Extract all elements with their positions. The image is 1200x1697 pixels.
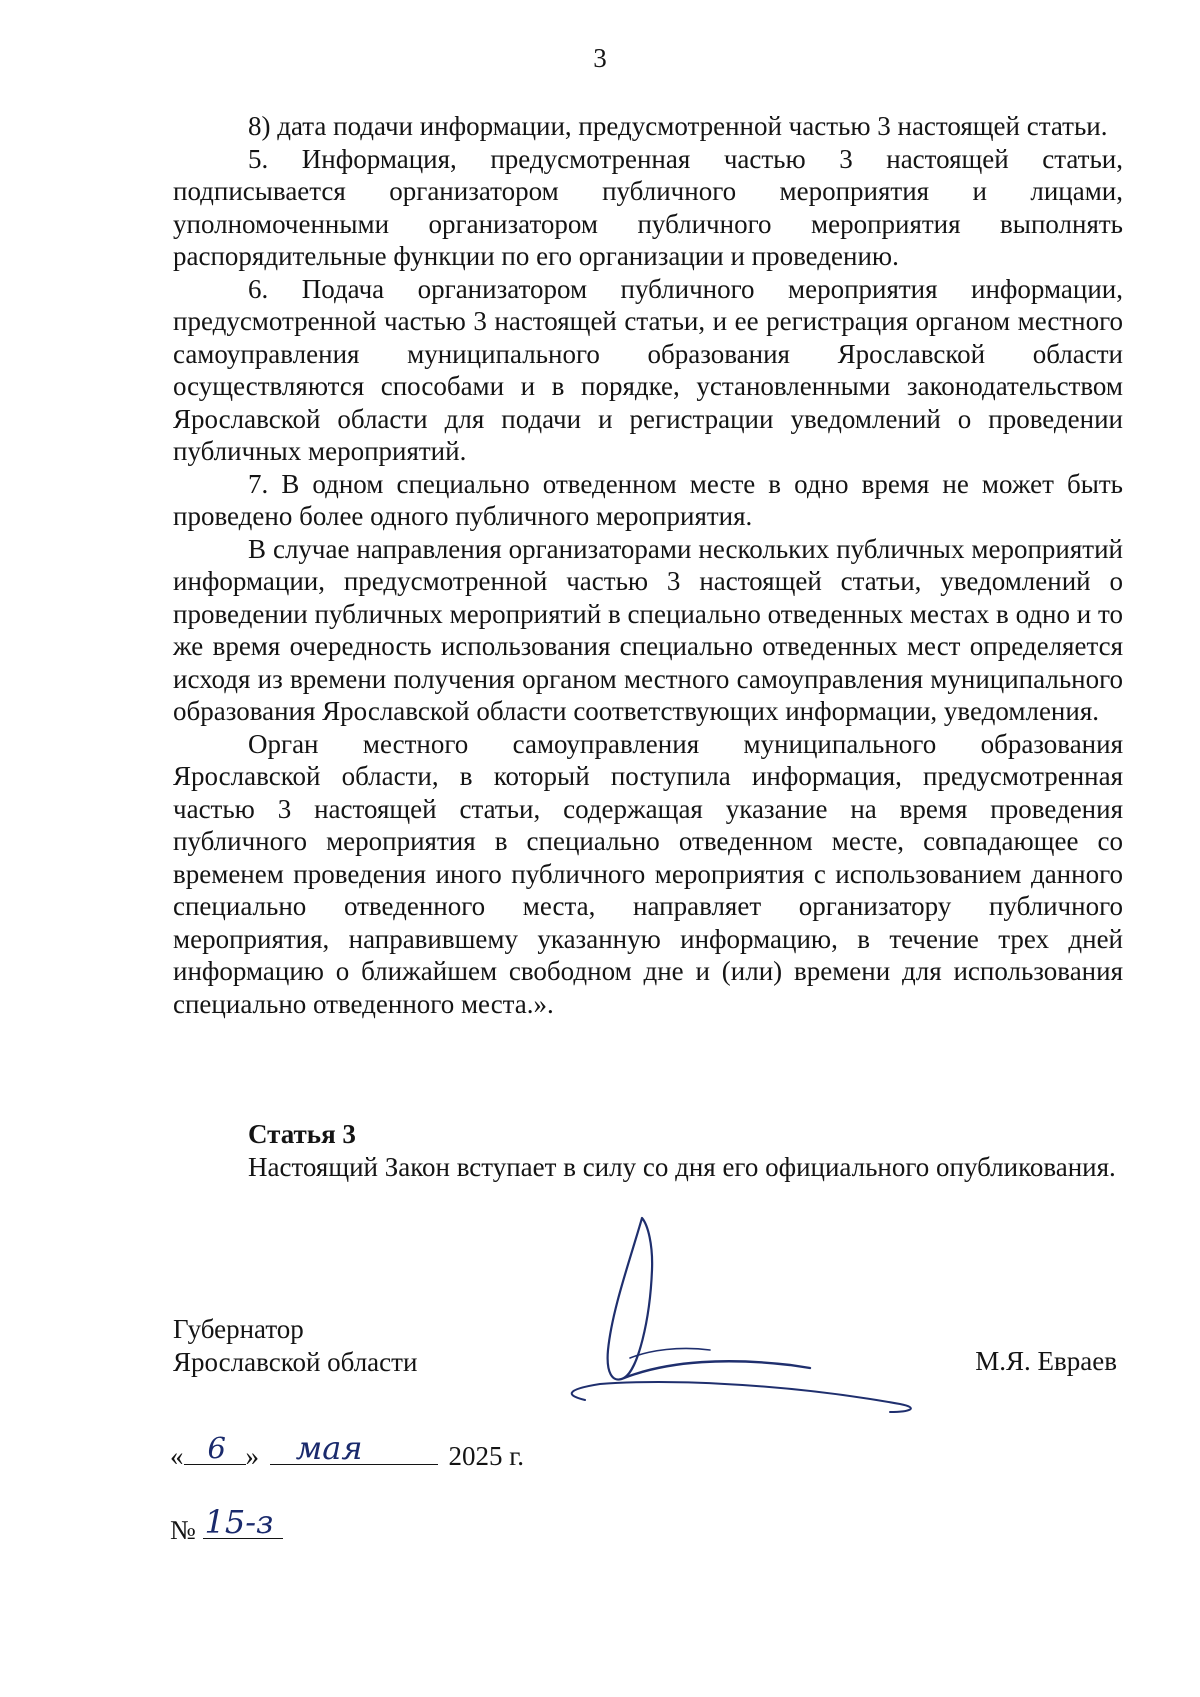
- paragraph-item-8: 8) дата подачи информации, предусмотренной частью 3 настоящей статьи.: [248, 111, 1108, 141]
- page-number: 3: [593, 43, 607, 73]
- paragraph-part-7-queue: В случае направления организаторами нескольких публичных мероприятий информации, предусмотренной частью 3 настоящей статьи, уведомлений о проведении публичных мероприятий в специально отведенных местах в одно и то же время очередность использования специально отведенных мест определяется исходя из времени получения органом местного самоуправления муниципального образования Ярославской области соответствующих информации, уведомления.: [173, 533, 1123, 726]
- number-field: [203, 1502, 283, 1541]
- date-day-handwritten: 6: [207, 1430, 226, 1465]
- position-line-2: Ярославской области: [173, 1347, 418, 1377]
- paragraph-part-7-authority: Орган местного самоуправления муниципального образования Ярославской области, в который поступила информация, предусмотренная частью 3 настоящей статьи, содержащая указание на время проведения публичного мероприятия в специально отведенном месте, совпадающее со временем проведения иного публичного мероприятия с использованием данного специально отведенного места, направляет организатору публичного мероприятия, направившему указанную информацию, в течение трех дней информацию о ближайшем свободном дне и (или) времени для использования специально отведенного места.».: [173, 728, 1123, 1019]
- signing-date: [170, 1428, 525, 1473]
- number-sign: №: [170, 1515, 196, 1545]
- date-month-handwritten: мая: [295, 1428, 363, 1467]
- article-text: Настоящий Закон вступает в силу со дня его официального опубликования.: [248, 1151, 1116, 1182]
- date-year: 2025 г.: [448, 1441, 525, 1471]
- number-handwritten: 15-з: [204, 1502, 274, 1541]
- date-open-quote: «: [170, 1441, 184, 1471]
- paragraph-part-6: 6. Подача организатором публичного мероприятия информации, предусмотренной частью 3 настоящей статьи, и ее регистрация органом местного самоуправления муниципального образования Ярославской области осуществляются способами и в порядке, установленными законодательством Ярославской области для подачи и регистрации уведомлений о проведении публичных мероприятий.: [173, 273, 1123, 466]
- handwritten-signature: [560, 1200, 1030, 1430]
- date-close-quote: »: [245, 1441, 259, 1471]
- law-text: [173, 110, 1123, 1020]
- date-month-field: [270, 1428, 438, 1467]
- date-day-field: [184, 1430, 246, 1465]
- governor-name: М.Я. Евраев: [975, 1346, 1117, 1376]
- law-number: [170, 1502, 283, 1547]
- signatory-position: [173, 1313, 417, 1379]
- position-line-1: Губернатор: [173, 1314, 304, 1344]
- article-heading: Статья 3: [248, 1119, 356, 1149]
- paragraph-part-5: 5. Информация, предусмотренная частью 3 настоящей статьи, подписывается организатором публичного мероприятия и лицами, уполномоченными организатором публичного мероприятия выполнять распорядительные функции по его организации и проведению.: [173, 143, 1123, 271]
- article-3: [173, 1118, 1123, 1183]
- paragraph-part-7: 7. В одном специально отведенном месте в одно время не может быть проведено более одного публичного мероприятия.: [173, 468, 1123, 531]
